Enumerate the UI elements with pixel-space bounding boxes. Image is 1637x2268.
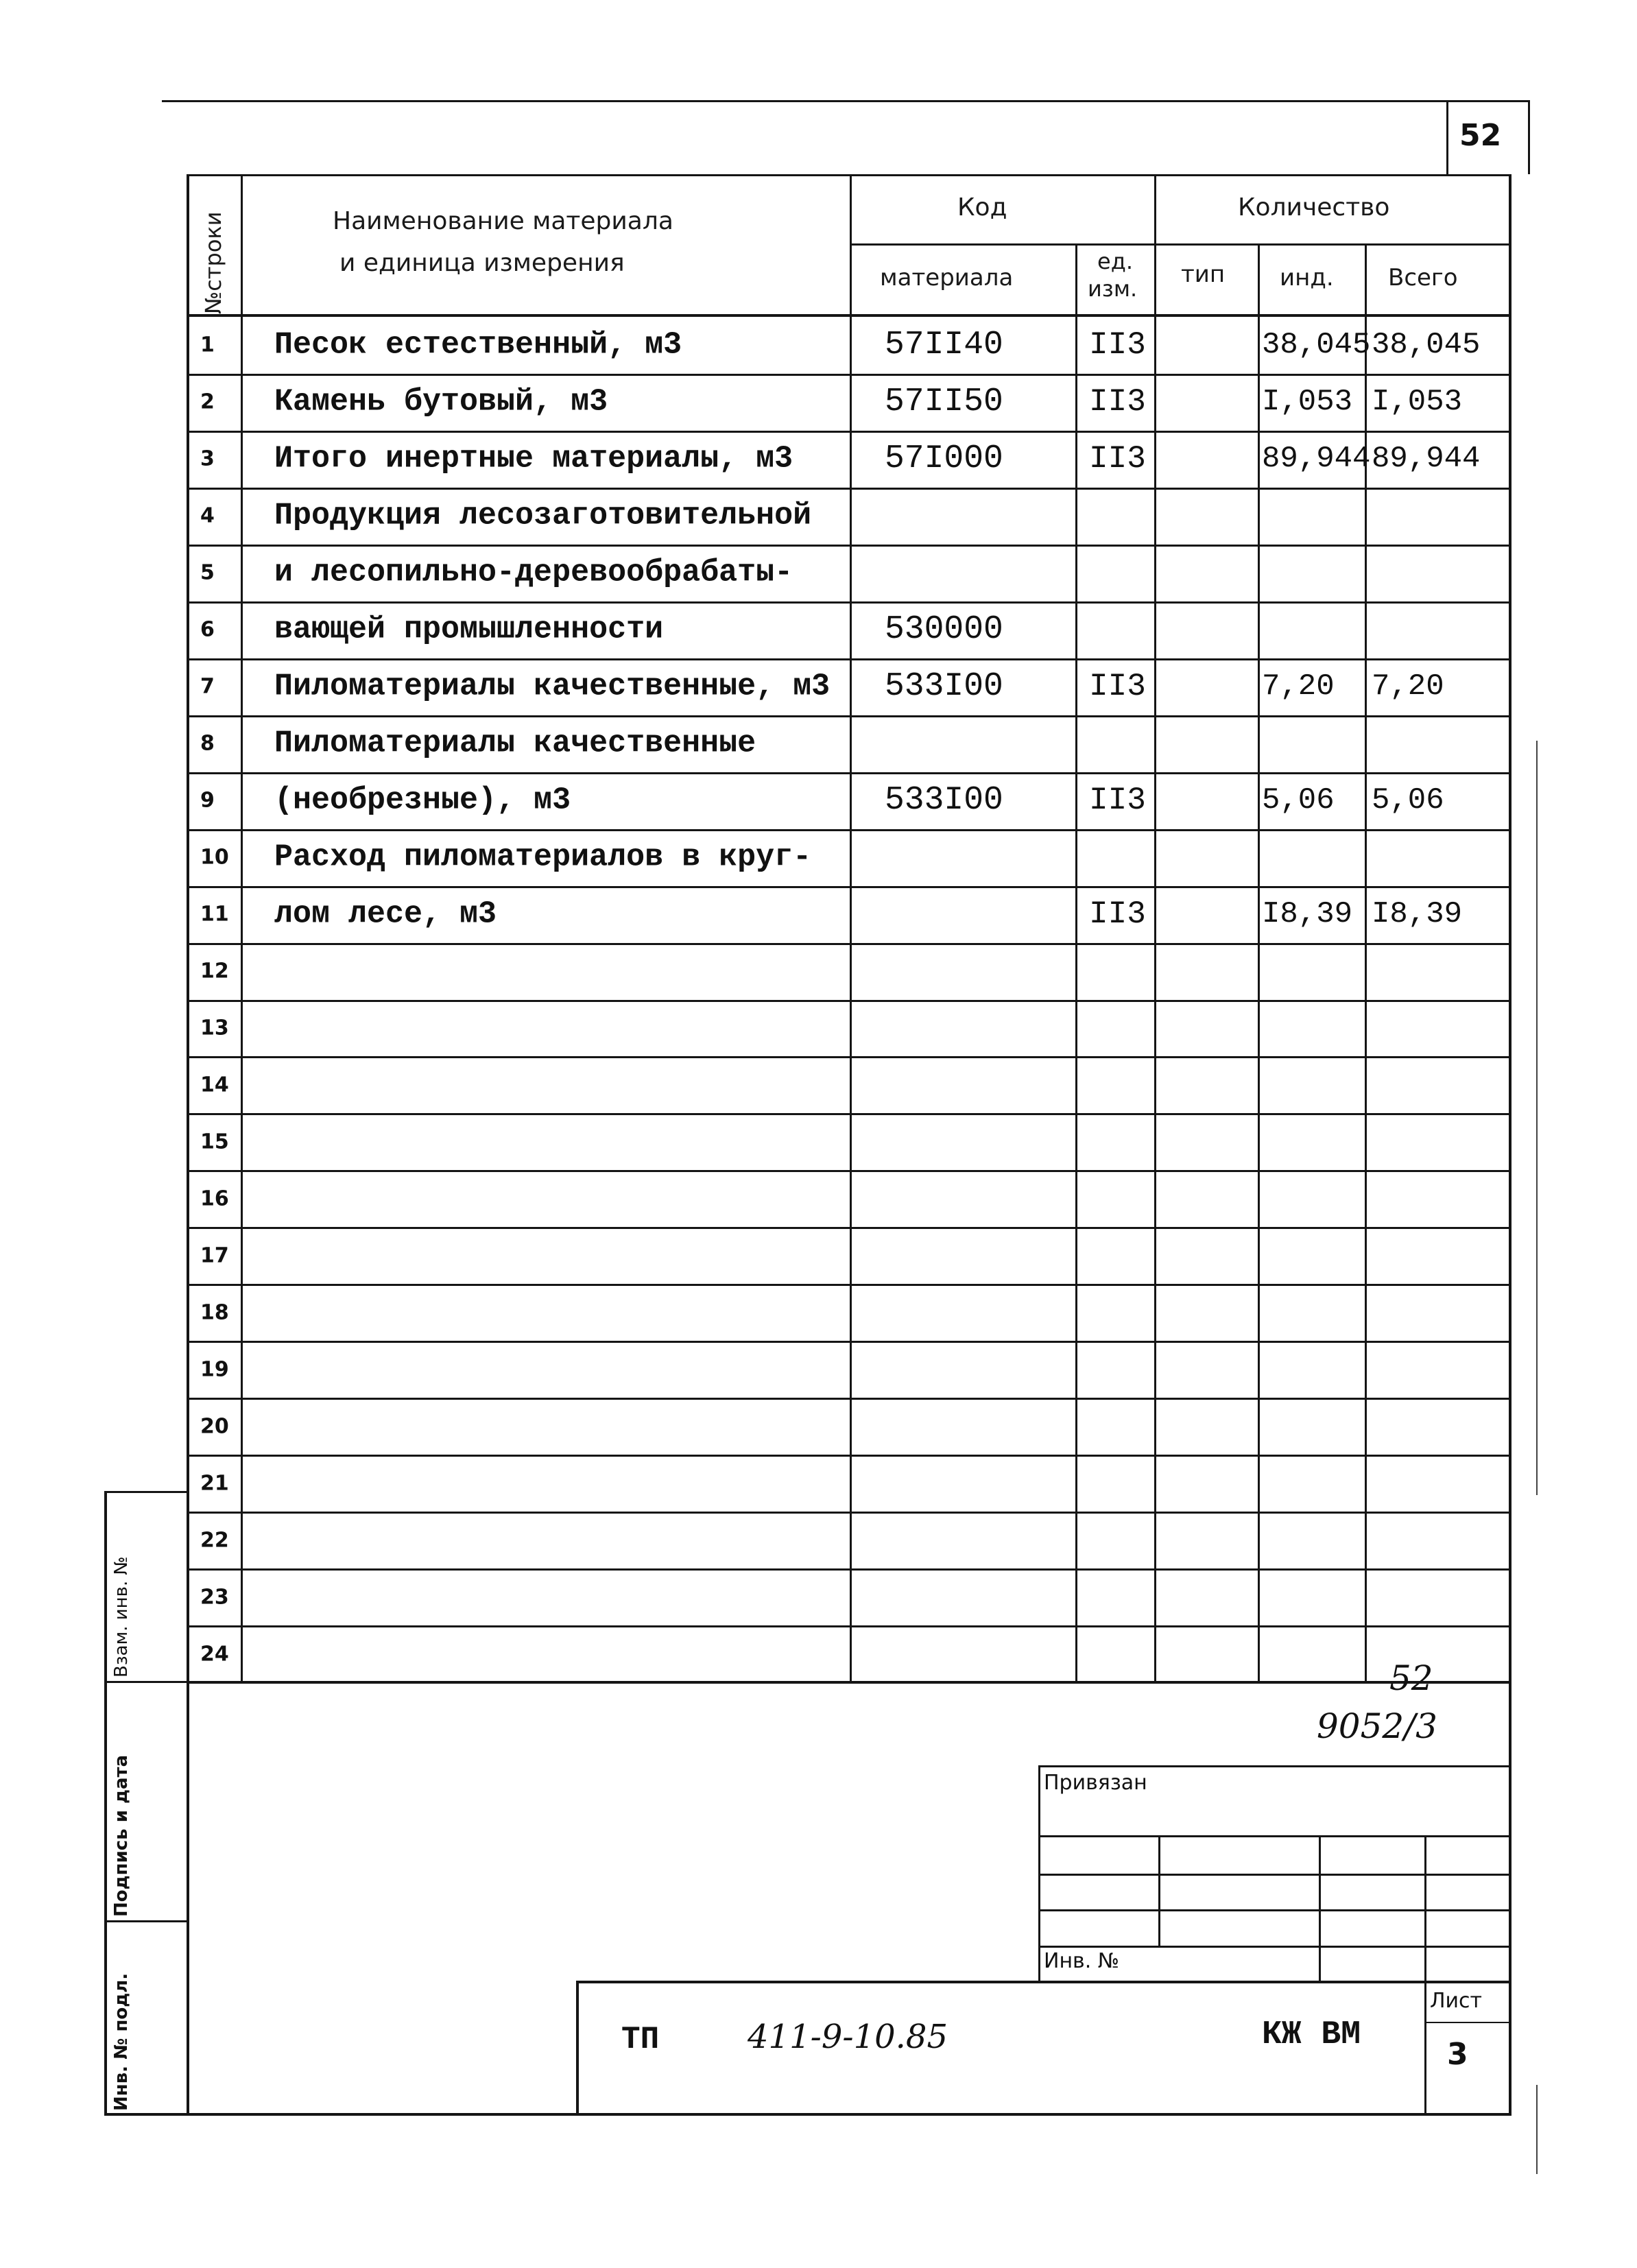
side-label-vzam-inv: Взам. инв. №	[111, 1556, 132, 1678]
cell-name: (необрезные), м3	[274, 783, 571, 818]
handwritten-doc-ref: 9052/3	[1317, 1706, 1437, 1746]
cell-n: 9	[200, 788, 215, 813]
cell-total: 38,045	[1372, 328, 1481, 362]
cell-n: 15	[200, 1130, 229, 1154]
row-separator	[187, 1625, 1511, 1627]
row-separator	[187, 1170, 1511, 1172]
row-separator	[187, 715, 1511, 717]
header-name-line1: Наименование материала	[333, 207, 673, 235]
cell-name: Расход пиломатериалов в круг-	[274, 839, 812, 875]
row-separator	[187, 545, 1511, 547]
cell-ind: 38,045	[1262, 328, 1371, 362]
header-code-unit-line2: изм.	[1088, 276, 1138, 302]
project-code: 411-9-10.85	[748, 2018, 948, 2056]
cell-name: Итого инертные материалы, м3	[274, 441, 793, 477]
header-qty-ind: инд.	[1280, 264, 1334, 291]
cell-n: 1	[200, 333, 215, 357]
cell-name: Песок естественный, м3	[274, 327, 682, 363]
row-separator	[187, 374, 1511, 376]
series-code: ТП	[621, 2022, 660, 2057]
row-separator	[187, 772, 1511, 774]
cell-n: 5	[200, 560, 215, 585]
cell-unit: II3	[1089, 669, 1146, 704]
header-code: Код	[957, 193, 1007, 222]
cell-n: 24	[200, 1642, 229, 1667]
sheet-number: 3	[1447, 2037, 1468, 2072]
cell-n: 6	[200, 617, 215, 642]
cell-code: 530000	[885, 611, 1003, 648]
row-separator	[187, 431, 1511, 433]
cell-n: 17	[200, 1243, 229, 1268]
row-separator	[187, 1284, 1511, 1286]
cell-n: 20	[200, 1414, 229, 1439]
cell-ind: 7,20	[1262, 669, 1335, 704]
cell-name: Камень бутовый, м3	[274, 384, 608, 420]
cell-n: 14	[200, 1073, 229, 1097]
attached-label: Привязан	[1044, 1771, 1147, 1795]
cell-n: 8	[200, 731, 215, 756]
row-separator	[187, 886, 1511, 888]
sheet-label: Лист	[1430, 1989, 1483, 2013]
cell-n: 23	[200, 1585, 229, 1610]
cell-name: Пиломатериалы качественные	[274, 726, 756, 761]
row-separator	[187, 1512, 1511, 1514]
cell-total: I8,39	[1372, 897, 1463, 931]
cell-n: 19	[200, 1357, 229, 1382]
cell-n: 10	[200, 845, 229, 870]
cell-n: 11	[200, 902, 229, 927]
cell-unit: II3	[1089, 441, 1146, 477]
row-separator	[187, 658, 1511, 660]
cell-ind: 5,06	[1262, 783, 1335, 817]
cell-unit: II3	[1089, 896, 1146, 932]
cell-total: I,053	[1372, 385, 1463, 419]
cell-n: 18	[200, 1300, 229, 1325]
row-separator	[187, 1455, 1511, 1457]
page-number: 52	[1459, 118, 1502, 153]
row-separator	[187, 601, 1511, 604]
side-label-inv-no-podl: Инв. № подл.	[111, 1972, 132, 2111]
cell-unit: II3	[1089, 783, 1146, 818]
side-label-signature-date: Подпись и дата	[111, 1754, 132, 1917]
cell-code: 57I000	[885, 440, 1003, 477]
cell-n: 7	[200, 674, 215, 699]
header-code-material: материала	[880, 264, 1014, 291]
cell-n: 12	[200, 959, 229, 983]
header-name-line2: и единица измерения	[339, 249, 625, 277]
row-separator	[187, 1341, 1511, 1343]
row-separator	[187, 829, 1511, 831]
row-separator	[187, 1568, 1511, 1571]
header-qty-total: Всего	[1388, 264, 1458, 291]
row-separator	[187, 1113, 1511, 1115]
cell-code: 57II50	[885, 383, 1003, 420]
cell-n: 16	[200, 1186, 229, 1211]
cell-ind: I,053	[1262, 385, 1353, 419]
row-separator	[187, 1056, 1511, 1058]
cell-name: Продукция лесозаготовительной	[274, 498, 812, 534]
cell-n: 4	[200, 503, 215, 528]
header-qty-type: тип	[1181, 261, 1226, 288]
cell-total: 5,06	[1372, 783, 1444, 817]
cell-n: 22	[200, 1528, 229, 1553]
cell-code: 533I00	[885, 782, 1003, 819]
header-code-unit-line1: ед.	[1097, 248, 1133, 274]
section-code: КЖ ВМ	[1262, 2016, 1361, 2053]
cell-ind: 89,944	[1262, 442, 1371, 476]
row-separator	[187, 1398, 1511, 1400]
cell-n: 2	[200, 390, 215, 414]
handwritten-number: 52	[1389, 1658, 1433, 1698]
inv-number-label: Инв. №	[1044, 1949, 1120, 1973]
cell-name: лом лесе, м3	[274, 896, 497, 932]
cell-name: и лесопильно-деревообрабаты-	[274, 555, 793, 590]
cell-n: 21	[200, 1471, 229, 1496]
header-quantity: Количество	[1238, 193, 1390, 222]
cell-n: 13	[200, 1016, 229, 1040]
cell-n: 3	[200, 446, 215, 471]
cell-ind: I8,39	[1262, 897, 1353, 931]
cell-total: 89,944	[1372, 442, 1481, 476]
cell-name: вающей промышленности	[274, 612, 664, 647]
row-separator	[187, 943, 1511, 945]
cell-name: Пиломатериалы качественные, м3	[274, 669, 831, 704]
cell-unit: II3	[1089, 384, 1146, 420]
cell-total: 7,20	[1372, 669, 1444, 704]
cell-code: 57II40	[885, 326, 1003, 363]
header-row-number: №строки	[200, 211, 226, 314]
row-separator	[187, 1000, 1511, 1002]
cell-unit: II3	[1089, 327, 1146, 363]
row-separator	[187, 1227, 1511, 1229]
row-separator	[187, 488, 1511, 490]
cell-code: 533I00	[885, 668, 1003, 705]
